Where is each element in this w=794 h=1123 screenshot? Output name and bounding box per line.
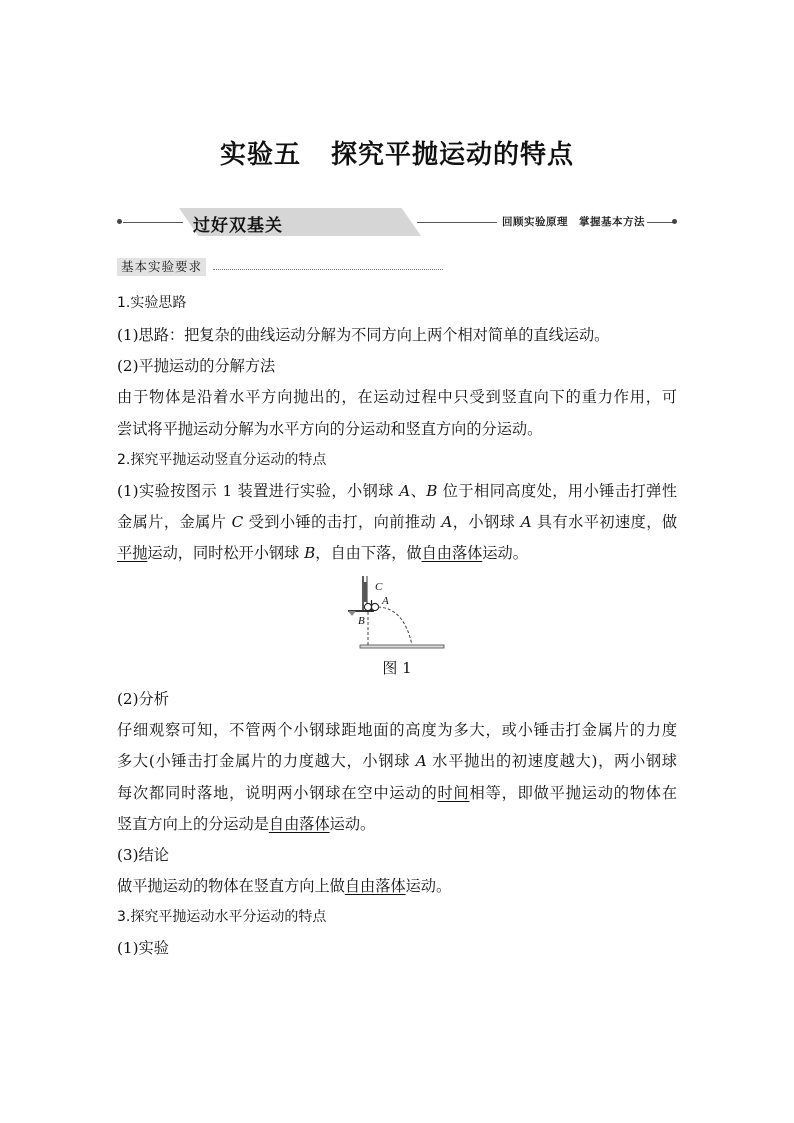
label-A: A <box>382 595 389 607</box>
s2-line3: 平抛运动，同时松开小钢球 B，自由下落，做自由落体运动。 <box>117 544 528 562</box>
subheading <box>117 256 206 275</box>
s2-analysis-line2: 多大(小锤击打金属片的力度越大，小钢球 A 水平抛出的初速度越大)，两小钢球 <box>117 752 677 770</box>
blank-answer-ziyouluoti: 自由落体 <box>421 544 483 562</box>
banner-rule-right <box>647 222 673 223</box>
blank-answer-shijian: 时间 <box>437 784 470 802</box>
figure-caption: 图 1 <box>382 659 412 677</box>
s1-p2-title: (2)平抛运动的分解方法 <box>117 357 276 375</box>
blank-answer-pingpao: 平抛 <box>117 544 148 562</box>
s2-analysis-line1: 仔细观察可知，不管两个小钢球距地面的高度为多大，或小锤击打金属片的力度 <box>117 721 677 739</box>
blank-answer-ziyouluoti-2: 自由落体 <box>268 815 330 833</box>
s2-heading: 2.探究平抛运动竖直分运动的特点 <box>117 452 327 468</box>
figure-1-apparatus <box>340 572 450 650</box>
blank-answer-ziyouluoti-3: 自由落体 <box>344 877 406 895</box>
s2-analysis-line4: 竖直方向上的分运动是自由落体运动。 <box>117 815 376 833</box>
s1-p2-line1: 由于物体是沿着水平方向抛出的，在运动过程中只受到竖直向下的重力作用，可 <box>117 388 677 406</box>
s2-line2: 金属片，金属片 C 受到小锤的击打，向前推动 A，小钢球 A 具有水平初速度，做 <box>117 513 678 531</box>
title-part2: 探究平抛运动的特点 <box>331 140 575 170</box>
banner-dot-right <box>672 219 677 224</box>
s1-heading: 1.实验思路 <box>117 295 187 311</box>
label-C: C <box>375 581 383 593</box>
banner-rule-mid <box>417 222 497 223</box>
banner-tab-label: 过好双基关 <box>193 216 283 236</box>
subheading-dotted-rule <box>213 269 443 270</box>
section-banner <box>117 208 677 236</box>
s2-analysis-title: (2)分析 <box>117 690 169 708</box>
s3-heading: 3.探究平抛运动水平分运动的特点 <box>117 909 327 925</box>
label-B: B <box>358 615 365 627</box>
page-title <box>0 134 794 171</box>
s2-line1: (1)实验按图示 1 装置进行实验，小钢球 A、B 位于相同高度处，用小锤击打弹性 <box>117 482 678 500</box>
title-part1: 实验五 <box>219 140 301 170</box>
banner-right-text: 回顾实验原理 掌握基本方法 <box>502 216 645 228</box>
s1-p2-line2: 尝试将平抛运动分解为水平方向的分运动和竖直方向的分运动。 <box>117 420 543 438</box>
subheading-label: 基本实验要求 <box>117 258 206 276</box>
s2-conclusion: 做平抛运动的物体在竖直方向上做自由落体运动。 <box>117 877 452 895</box>
banner-rule-left <box>123 222 183 223</box>
s3-p1: (1)实验 <box>117 939 169 957</box>
s1-p1: (1)思路：把复杂的曲线运动分解为不同方向上两个相对简单的直线运动。 <box>117 326 610 344</box>
s2-analysis-line3: 每次都同时落地，说明两小钢球在空中运动的时间相等，即做平抛运动的物体在 <box>117 784 678 802</box>
apparatus-diagram <box>340 572 450 650</box>
banner-dot-left <box>117 219 122 224</box>
s2-conclusion-title: (3)结论 <box>117 846 169 864</box>
